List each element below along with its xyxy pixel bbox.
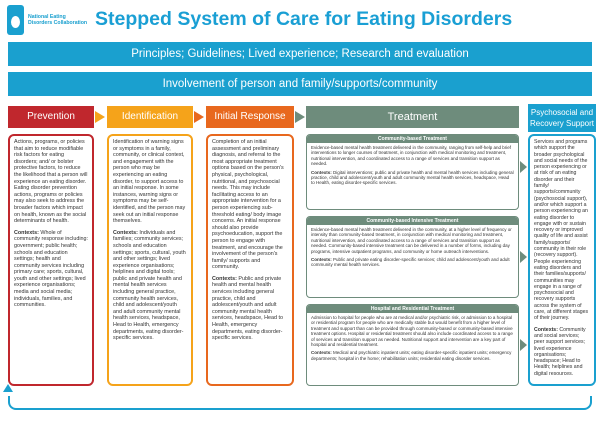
identification-column: [107, 134, 193, 386]
arrow-icon: [193, 110, 205, 124]
support-header: Psychosocial and Recovery Support: [528, 104, 596, 132]
treatment-header: Treatment: [306, 106, 519, 128]
initial-response-column: [206, 134, 294, 386]
intensive-treatment-box: [306, 216, 519, 298]
hospital-treatment-title: Hospital and Residential Treatment: [307, 305, 518, 313]
contexts-label: Contexts:: [311, 350, 332, 356]
community-treatment-body: Evidence-based mental health treatment delivered in the community, ranging from self-help and brief interventions to longer courses of treatment, in conjunction with medical monitoring and treatment, nutritional intervention, and coordinated access to a range of services and transition support as needed.: [311, 145, 512, 167]
initial-response-header: Initial Response: [206, 106, 294, 128]
contexts-label: Contexts:: [311, 169, 332, 175]
initial-response-body: Completion of an initial assessment and preliminary diagnosis, and referral to the most appropriate treatment options based on the person's physical, psychological, nutritional, and psychosocial needs. This may include facilitating access to an appropriate intervention for a person experiencing sub-threshold eating/ body image concerns. An initial response should also provide psychoeducation, support the person to engage with treatment, and encourage the involvement of the person's family/ supports and community.: [212, 139, 284, 271]
prevention-contexts: Whole of community response including: government; public health; schools and education settings; health and community services including primary care; sports, cultural, youth and other settings; lived experience organisations; media and social media; individuals, families, and communities.: [14, 229, 89, 309]
hospital-treatment-body: Admission to hospital for people who are at medical and/or psychiatric risk, or admission to a hospital or residential program for people who are medically stable but would benefit from a higher level of treatment and support than can be provided through community-based or community-based intensive treatment options. Hospital or residential treatment should also include coordinated access to a range of services and transition support as needed. Nutritional support and intervention are a key part of hospital and residential treatment.: [311, 315, 513, 348]
contexts-label: Contexts:: [311, 257, 332, 263]
contexts-label: Contexts:: [113, 229, 138, 236]
feedback-loop-line: [8, 396, 592, 410]
nedc-logo: [7, 5, 87, 39]
intensive-treatment-title: Community-based Intensive Treatment: [307, 217, 518, 225]
arrow-icon: [294, 110, 306, 124]
arrow-icon: [520, 338, 528, 352]
hospital-treatment-contexts: Medical and psychiatric inpatient units; eating disorder-specific inpatient units; emergency departments; hospital in the home; rehabilitation units; residential eating disorder services.: [311, 350, 512, 361]
prevention-body: Actions, programs, or policies that aim to reduce modifiable risk factors for eating disorders; and/ or bolster protective factors, to reduce the likelihood that a person will experience an eating disorder. Eating disorder prevention actions, programs or policies may also seek to address the broader factors which impact on health, known as the social determinants of health.: [14, 139, 88, 225]
intensive-treatment-body: Evidence-based mental health treatment delivered in the community, at a higher level of frequency or intensity than community-based treatment, in conjunction with medical monitoring and treatment, nutritional intervention, and coordinated access to a range of services and transition support as needed. Community-based intensive treatment can be delivered in a number of forms, including day programs, intensive outpatient programs, and community or home outreach interventions.: [311, 227, 512, 254]
support-contexts: Community and social services; peer support services; lived experience organisations; headspace; Head to Health; helplines and digital resources.: [534, 326, 586, 377]
community-treatment-title: Community-based Treatment: [307, 135, 518, 143]
prevention-header: Prevention: [8, 106, 94, 128]
arrow-icon: [94, 110, 106, 124]
initial-response-contexts: Public and private health and mental health services including general practice, child and adolescent/youth and adult community mental health services, headspace, Head to Health, emergency departments, eating disorder-specific services.: [212, 275, 284, 342]
support-body: Services and programs which support the broader psychological and social needs of the person experiencing or at risk of an eating disorder and their family/ supports/community (psychosocial support), and/or which support a person experiencing an eating disorder to engage with or sustain recovery or improved quality of life and assist family/supports/ community in their role (recovery support). People experiencing eating disorders and their families/supports/ communities may engage in a range of psychosocial and recovery supports across the system of care, at different stages of their journey.: [534, 139, 589, 322]
up-arrow-icon: [3, 384, 13, 392]
community-treatment-box: [306, 134, 519, 210]
contexts-label: Contexts:: [534, 326, 558, 333]
page-title: Stepped System of Care for Eating Disorders: [95, 8, 513, 30]
logo-text: National Eating Disorders Collaboration: [28, 14, 88, 26]
community-treatment-contexts: Digital interventions; public and private health and mental health services including general practice, child and adolescent/youth and adult community mental health services, headspace, Head to Health, eating disorder-specific services.: [311, 169, 514, 186]
arrow-icon: [520, 250, 528, 264]
contexts-label: Contexts:: [14, 229, 39, 236]
identification-header: Identification: [107, 106, 193, 128]
principles-band: Principles; Guidelines; Lived experience; Research and evaluation: [8, 42, 592, 66]
contexts-label: Contexts:: [212, 275, 237, 282]
nedc-logo-icon: [7, 5, 24, 35]
support-column: [528, 134, 596, 386]
intensive-treatment-contexts: Public and private eating disorder-specific services; child and adolescent/youth and adult community mental health services.: [311, 257, 510, 268]
identification-body: Identification of warning signs or symptoms in a family, community, or clinical context, and engagement with the person who may be experiencing an eating disorder, to support access to an initial response. In some instances, warning signs or symptoms may be self-identified, and the person may seek out an initial response themselves.: [113, 139, 186, 225]
arrow-icon: [520, 160, 528, 174]
prevention-column: [8, 134, 94, 386]
involvement-band: Involvement of person and family/supports/community: [8, 72, 592, 96]
identification-contexts: Individuals and families; community services; schools and education settings; sports, cultural, youth and other settings; lived experience organisations; helplines and digital tools; public and private health and mental health services including general practice, community health services, child and adolescent/youth and adult community mental health services, headspace, Head to Health, emergency departments, eating disorder-specific services.: [113, 229, 186, 342]
hospital-treatment-box: [306, 304, 519, 386]
